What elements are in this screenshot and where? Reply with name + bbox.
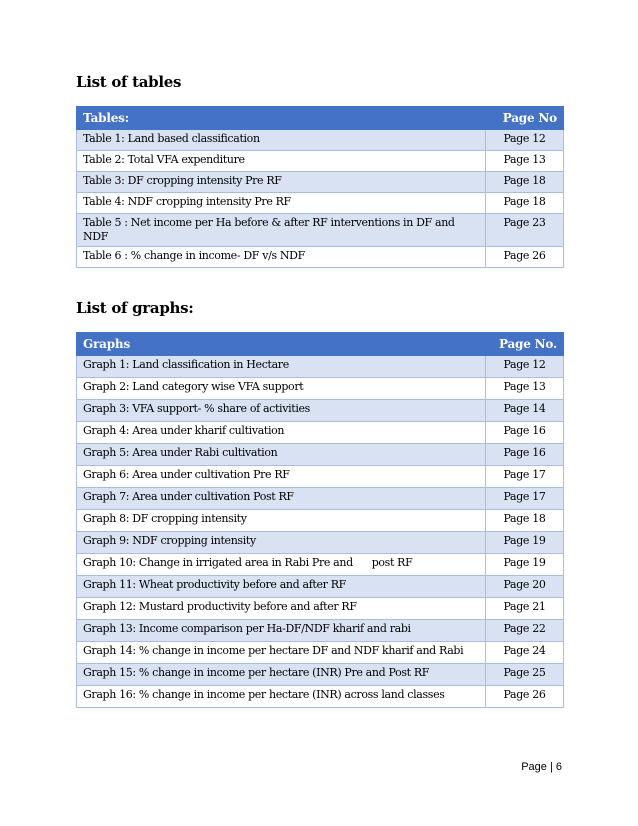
graph-entry-title: Graph 16: % change in income per hectare (INR) across land classes — [77, 686, 486, 708]
graph-row — [77, 422, 564, 444]
graph-entry-page: Page 13 — [486, 378, 564, 400]
tables-index-table — [76, 106, 564, 268]
graph-entry-title: Graph 10: Change in irrigated area in Rabi Pre and post RF — [77, 554, 486, 576]
graph-entry-title: Graph 12: Mustard productivity before and after RF — [77, 598, 486, 620]
page-number-footer: Page | 6 — [521, 761, 562, 773]
graph-entry-page: Page 20 — [486, 576, 564, 598]
graph-entry-title: Graph 1: Land classification in Hectare — [77, 356, 486, 378]
table-row — [77, 214, 564, 247]
table-entry-page: Page 26 — [486, 247, 564, 268]
graph-entry-page: Page 25 — [486, 664, 564, 686]
graph-row — [77, 466, 564, 488]
graph-row — [77, 598, 564, 620]
graph-entry-title: Graph 2: Land category wise VFA support — [77, 378, 486, 400]
graph-entry-title: Graph 13: Income comparison per Ha-DF/NDF kharif and rabi — [77, 620, 486, 642]
table-entry-title: Table 3: DF cropping intensity Pre RF — [77, 172, 486, 193]
graph-entry-page: Page 21 — [486, 598, 564, 620]
table-row — [77, 151, 564, 172]
table-entry-title: Table 2: Total VFA expenditure — [77, 151, 486, 172]
table-entry-title: Table 1: Land based classification — [77, 130, 486, 151]
list-of-graphs-heading: List of graphs: — [76, 299, 194, 317]
graph-entry-page: Page 14 — [486, 400, 564, 422]
table-row — [77, 130, 564, 151]
list-of-tables-heading: List of tables — [76, 73, 182, 91]
table-entry-page: Page 18 — [486, 172, 564, 193]
graph-entry-title: Graph 5: Area under Rabi cultivation — [77, 444, 486, 466]
table-header-row — [77, 107, 564, 130]
graph-row — [77, 620, 564, 642]
graph-row — [77, 664, 564, 686]
graph-row — [77, 444, 564, 466]
graph-entry-page: Page 17 — [486, 488, 564, 510]
graph-row — [77, 510, 564, 532]
graph-entry-title: Graph 15: % change in income per hectare (INR) Pre and Post RF — [77, 664, 486, 686]
graph-entry-page: Page 19 — [486, 554, 564, 576]
table-entry-page: Page 13 — [486, 151, 564, 172]
graph-entry-page: Page 12 — [486, 356, 564, 378]
table-row — [77, 193, 564, 214]
page-no-column-header: Page No. — [486, 333, 564, 356]
graph-header-row — [77, 333, 564, 356]
tables-column-header: Tables: — [77, 107, 486, 130]
graph-entry-title: Graph 8: DF cropping intensity — [77, 510, 486, 532]
graph-entry-page: Page 22 — [486, 620, 564, 642]
graph-entry-title: Graph 3: VFA support- % share of activities — [77, 400, 486, 422]
table-entry-page: Page 23 — [486, 214, 564, 247]
graphs-index-table — [76, 332, 564, 708]
table-entry-page: Page 18 — [486, 193, 564, 214]
graph-row — [77, 532, 564, 554]
graph-row — [77, 400, 564, 422]
graph-row — [77, 686, 564, 708]
page-no-column-header: Page No — [486, 107, 564, 130]
table-row — [77, 247, 564, 268]
graph-entry-title: Graph 11: Wheat productivity before and after RF — [77, 576, 486, 598]
graph-entry-page: Page 19 — [486, 532, 564, 554]
table-entry-title: Table 6 : % change in income- DF v/s NDF — [77, 247, 486, 268]
graph-row — [77, 554, 564, 576]
table-entry-title: Table 4: NDF cropping intensity Pre RF — [77, 193, 486, 214]
graph-entry-title: Graph 6: Area under cultivation Pre RF — [77, 466, 486, 488]
graph-row — [77, 576, 564, 598]
graph-entry-title: Graph 7: Area under cultivation Post RF — [77, 488, 486, 510]
graph-entry-page: Page 26 — [486, 686, 564, 708]
graph-row — [77, 642, 564, 664]
graph-entry-page: Page 16 — [486, 444, 564, 466]
graph-entry-page: Page 17 — [486, 466, 564, 488]
graph-entry-title: Graph 14: % change in income per hectare DF and NDF kharif and Rabi — [77, 642, 486, 664]
graph-row — [77, 488, 564, 510]
graph-entry-title: Graph 4: Area under kharif cultivation — [77, 422, 486, 444]
graph-entry-title: Graph 9: NDF cropping intensity — [77, 532, 486, 554]
graph-entry-page: Page 18 — [486, 510, 564, 532]
table-row — [77, 172, 564, 193]
graph-row — [77, 378, 564, 400]
graph-entry-page: Page 16 — [486, 422, 564, 444]
table-entry-page: Page 12 — [486, 130, 564, 151]
table-entry-title: Table 5 : Net income per Ha before & after RF interventions in DF and NDF — [77, 214, 486, 247]
graphs-column-header: Graphs — [77, 333, 486, 356]
graph-row — [77, 356, 564, 378]
graph-entry-page: Page 24 — [486, 642, 564, 664]
